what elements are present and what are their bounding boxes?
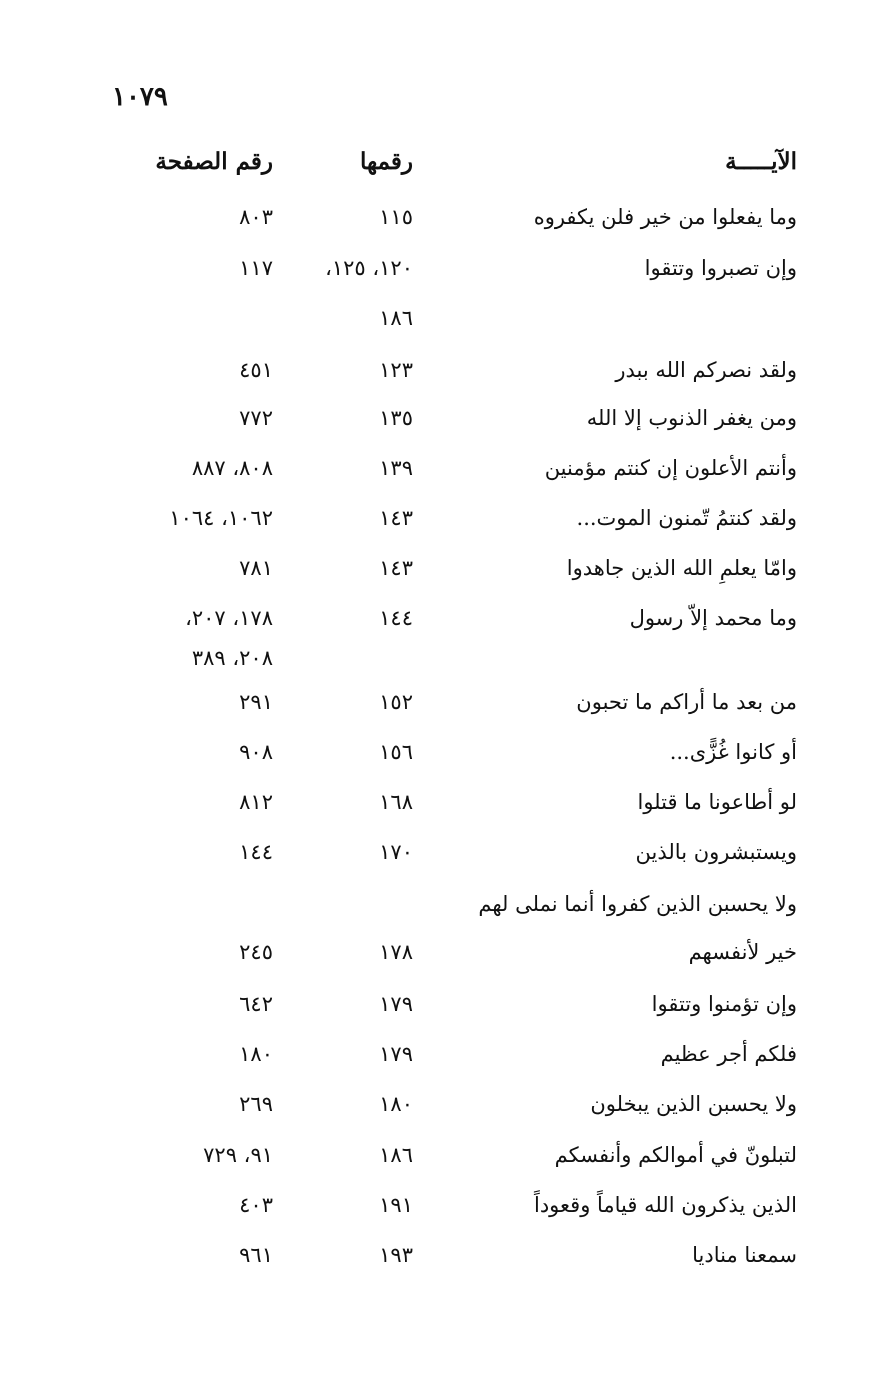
verse-text: وإن تصبروا وتتقوا (644, 256, 797, 280)
verse-number: ١٢٠، ١٢٥، (325, 256, 413, 280)
page-ref: ١٤٤ (239, 840, 273, 864)
verse-number: ١٣٩ (379, 456, 413, 480)
page-ref: ٩٠٨ (239, 740, 273, 764)
table-row (0, 1193, 885, 1233)
table-row (0, 840, 885, 880)
page-ref: ٤٥١ (239, 358, 273, 382)
header-number: رقمها (359, 148, 413, 175)
page-number: ١٠٧٩ (112, 82, 168, 112)
verse-text: وما يفعلوا من خير فلن يكفروه (533, 205, 797, 229)
table-row (0, 790, 885, 830)
page-ref: ١١٧ (239, 256, 273, 280)
table-row (0, 358, 885, 398)
header-verse: الآيـــــة (725, 148, 797, 175)
verse-number: ١٢٣ (379, 358, 413, 382)
table-row (0, 606, 885, 646)
page-ref: ٩١، ٧٢٩ (203, 1143, 273, 1167)
verse-text: من بعد ما أراكم ما تحبون (576, 690, 797, 714)
header-page: رقم الصفحة (155, 148, 273, 175)
page-ref: ٢٦٩ (239, 1092, 273, 1116)
page-ref: ٨١٢ (239, 790, 273, 814)
verse-text: ومن يغفر الذنوب إلا الله (586, 406, 797, 430)
page-ref: ٧٧٢ (239, 406, 273, 430)
verse-text: لو أطاعونا ما قتلوا (637, 790, 797, 814)
verse-number: ١٨٦ (379, 1143, 413, 1167)
verse-text: سمعنا مناديا (692, 1243, 797, 1267)
table-header (0, 148, 885, 188)
verse-text: وامّا يعلمِ الله الذين جاهدوا (566, 556, 797, 580)
verse-number: ١٨٦ (379, 306, 413, 330)
table-row (0, 406, 885, 446)
table-row (0, 456, 885, 496)
verse-number: ١٧٩ (379, 992, 413, 1016)
verse-number: ١٤٤ (379, 606, 413, 630)
page-ref: ٢٤٥ (239, 940, 273, 964)
verse-number: ١١٥ (379, 205, 413, 229)
table-row (0, 740, 885, 780)
page-ref: ٢٩١ (239, 690, 273, 714)
verse-text: أو كانوا غُزًّى... (669, 740, 797, 764)
page-ref: ٨٠٣ (239, 205, 273, 229)
verse-number: ١٦٨ (379, 790, 413, 814)
verse-text: ولقد نصركم الله ببدر (615, 358, 797, 382)
verse-number: ١٧٨ (379, 940, 413, 964)
page-ref: ٧٨١ (239, 556, 273, 580)
table-row (0, 690, 885, 730)
verse-text: فلكم أجر عظيم (660, 1042, 797, 1066)
page-ref: ٦٤٢ (239, 992, 273, 1016)
verse-text: الذين يذكرون الله قياماً وقعوداً (533, 1193, 797, 1217)
table-row (0, 992, 885, 1032)
page-ref: ٩٦١ (239, 1243, 273, 1267)
verse-number: ١٥٦ (379, 740, 413, 764)
table-row (0, 256, 885, 296)
table-row (0, 1243, 885, 1283)
page-ref: ١٨٠ (239, 1042, 273, 1066)
page-ref: ١٠٦٢، ١٠٦٤ (169, 506, 273, 530)
page-ref: ١٧٨، ٢٠٧، (185, 606, 273, 630)
verse-text: وإن تؤمنوا وتتقوا (651, 992, 797, 1016)
page-ref: ٢٠٨، ٣٨٩ (191, 646, 273, 670)
table-row (0, 205, 885, 245)
verse-number: ١٧٠ (379, 840, 413, 864)
verse-text: ولقد كنتمُ تّمنون الموت... (576, 506, 797, 530)
verse-number: ١٥٢ (379, 690, 413, 714)
table-row (0, 556, 885, 596)
table-row (0, 892, 885, 932)
page-ref: ٤٠٣ (239, 1193, 273, 1217)
verse-text: لتبلونّ في أموالكم وأنفسكم (554, 1143, 797, 1167)
verse-number: ١٨٠ (379, 1092, 413, 1116)
verse-text: ولا يحسبن الذين يبخلون (590, 1092, 797, 1116)
verse-number: ١٩١ (379, 1193, 413, 1217)
verse-number: ١٣٥ (379, 406, 413, 430)
table-row (0, 646, 885, 686)
verse-text: خير لأنفسهم (688, 940, 797, 964)
table-row (0, 506, 885, 546)
table-row (0, 940, 885, 980)
table-row (0, 306, 885, 346)
verse-number: ١٧٩ (379, 1042, 413, 1066)
verse-number: ١٤٣ (379, 556, 413, 580)
verse-text: ولا يحسبن الذين كفروا أنما نملى لهم (478, 892, 797, 916)
verse-number: ١٩٣ (379, 1243, 413, 1267)
verse-text: وما محمد إلاّ رسول (629, 606, 797, 630)
verse-text: وأنتم الأعلون إن كنتم مؤمنين (544, 456, 797, 480)
table-row (0, 1143, 885, 1183)
table-row (0, 1092, 885, 1132)
verse-number: ١٤٣ (379, 506, 413, 530)
table-row (0, 1042, 885, 1082)
verse-text: ويستبشرون بالذين (635, 840, 797, 864)
page-ref: ٨٠٨، ٨٨٧ (191, 456, 273, 480)
